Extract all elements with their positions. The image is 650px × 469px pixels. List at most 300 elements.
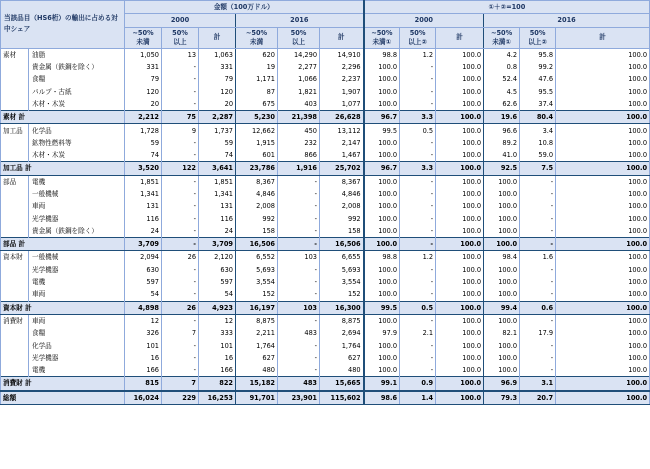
value-cell: 100.0 [556,238,650,251]
value-cell: 100.0 [484,225,520,238]
table-row [1,327,650,339]
value-cell: 75 [162,111,199,124]
value-cell: 100.0 [364,339,400,351]
value-cell: 100.0 [556,391,650,405]
value-cell: 1,764 [236,339,278,351]
value-cell: 100.0 [364,200,400,212]
value-cell: - [162,238,199,251]
value-cell: 100.0 [484,212,520,224]
value-cell: 630 [199,264,236,276]
category-label [1,212,29,224]
value-cell: 1,764 [320,339,364,351]
value-cell: 100.0 [484,314,520,327]
value-cell: 100.0 [556,111,650,124]
value-cell: 100.0 [484,188,520,200]
table-row [1,314,650,327]
value-cell: - [400,200,436,212]
table-row [1,276,650,288]
value-cell: 1,050 [125,48,162,61]
value-cell: 7.5 [520,162,556,175]
subtotal-row [1,162,650,175]
value-cell: 100.0 [436,352,484,364]
value-cell: 3.4 [520,124,556,137]
value-cell: 100.0 [364,149,400,162]
category-label [1,264,29,276]
value-cell: - [520,188,556,200]
value-cell: - [400,314,436,327]
table-row [1,137,650,149]
value-cell: 16,253 [199,391,236,405]
category-label [1,73,29,85]
value-cell: 1,341 [199,188,236,200]
value-cell: 0.8 [484,61,520,73]
category-label [1,85,29,97]
value-cell: 37.4 [520,98,556,111]
value-cell: 115,602 [320,391,364,405]
value-cell: 0.5 [400,124,436,137]
grand-total-label: 総額 [1,391,125,405]
column-header-4: 50% 以上 [278,27,320,48]
table-row [1,212,650,224]
table-row [1,225,650,238]
value-cell: 4.2 [484,48,520,61]
table-row [1,149,650,162]
value-cell: - [162,149,199,162]
item-label: 車両 [29,200,125,212]
value-cell: - [520,339,556,351]
value-cell: 96.9 [484,377,520,391]
value-cell: 12 [199,314,236,327]
item-label: 貴金属（鉄鋼を除く） [29,61,125,73]
value-cell: 866 [278,149,320,162]
value-cell: 100.0 [436,162,484,175]
value-cell: - [162,73,199,85]
value-cell: - [400,225,436,238]
value-cell: 100.0 [364,175,400,188]
value-cell: - [162,264,199,276]
value-cell: - [400,212,436,224]
column-header-10: 50% 以上② [520,27,556,48]
value-cell: 1,821 [278,85,320,97]
value-cell: 1,341 [125,188,162,200]
value-cell: 992 [236,212,278,224]
value-cell: 100.0 [484,238,520,251]
subtotal-row [1,301,650,314]
value-cell: - [162,364,199,377]
value-cell: - [278,225,320,238]
value-cell: 100.0 [484,200,520,212]
value-cell: 100.0 [436,111,484,124]
value-cell: 100.0 [364,225,400,238]
value-cell: 100.0 [436,98,484,111]
value-cell: - [400,276,436,288]
category-label: 消費財 [1,314,29,327]
value-cell: 59.0 [520,149,556,162]
item-label: 食糧 [29,327,125,339]
value-cell: 0.5 [400,301,436,314]
value-cell: 100.0 [484,339,520,351]
value-cell: 100.0 [556,327,650,339]
value-cell: 26 [162,251,199,264]
value-cell: - [400,137,436,149]
value-cell: 100.0 [556,301,650,314]
value-cell: 26 [162,301,199,314]
value-cell: 2,277 [278,61,320,73]
value-cell: 229 [162,391,199,405]
subtotal-row [1,111,650,124]
subtotal-row [1,238,650,251]
value-cell: 21,398 [278,111,320,124]
subtotal-row [1,377,650,391]
category-label [1,137,29,149]
value-cell: 2,287 [199,111,236,124]
value-cell: 620 [236,48,278,61]
value-cell: 166 [125,364,162,377]
subtotal-label: 資本財 計 [1,301,125,314]
value-cell: - [162,276,199,288]
value-cell: - [162,61,199,73]
value-cell: 19 [236,61,278,73]
table-body [1,48,650,404]
value-cell: - [162,85,199,97]
category-label: 加工品 [1,124,29,137]
value-cell: - [278,339,320,351]
value-cell: - [400,61,436,73]
value-cell: 100.0 [556,85,650,97]
value-cell: 166 [199,364,236,377]
value-cell: 3,709 [199,238,236,251]
value-cell: 47.6 [520,73,556,85]
value-cell: 3,554 [236,276,278,288]
value-cell: 601 [236,149,278,162]
value-cell: 822 [199,377,236,391]
header-year-ratio-b: 2016 [484,14,650,27]
value-cell: 2,008 [320,200,364,212]
value-cell: 100.0 [556,61,650,73]
value-cell: 480 [236,364,278,377]
value-cell: 96.7 [364,111,400,124]
item-label: 一般機械 [29,188,125,200]
value-cell: - [400,339,436,351]
value-cell: 483 [278,327,320,339]
category-label [1,352,29,364]
value-cell: 1.4 [400,391,436,405]
category-label [1,98,29,111]
value-cell: 16,197 [236,301,278,314]
value-cell: - [520,175,556,188]
item-label: 木材・木炭 [29,98,125,111]
value-cell: 100.0 [364,85,400,97]
value-cell: 13 [162,48,199,61]
column-header-7: 50% 以上② [400,27,436,48]
value-cell: - [400,98,436,111]
value-cell: 131 [199,200,236,212]
grand-total-row [1,391,650,405]
subtotal-label: 消費財 計 [1,377,125,391]
value-cell: 120 [125,85,162,97]
value-cell: 100.0 [436,175,484,188]
value-cell: 100.0 [436,61,484,73]
value-cell: - [162,212,199,224]
value-cell: - [520,288,556,301]
value-cell: 1,467 [320,149,364,162]
value-cell: 16 [199,352,236,364]
value-cell: 100.0 [364,352,400,364]
value-cell: 16,506 [320,238,364,251]
value-cell: 3,520 [125,162,162,175]
value-cell: 54 [199,288,236,301]
value-cell: - [520,276,556,288]
value-cell: 597 [199,276,236,288]
value-cell: 100.0 [556,225,650,238]
value-cell: 26,628 [320,111,364,124]
value-cell: 82.1 [484,327,520,339]
value-cell: 100.0 [436,314,484,327]
value-cell: 8,367 [236,175,278,188]
value-cell: 100.0 [436,251,484,264]
value-cell: 100.0 [556,137,650,149]
value-cell: 5,693 [320,264,364,276]
value-cell: - [278,288,320,301]
value-cell: - [162,314,199,327]
value-cell: 4,846 [236,188,278,200]
value-cell: - [400,352,436,364]
item-label: 一般機械 [29,251,125,264]
value-cell: 99.5 [364,124,400,137]
value-cell: - [520,264,556,276]
value-cell: 100.0 [364,73,400,85]
value-cell: 20 [125,98,162,111]
value-cell: 100.0 [556,162,650,175]
value-cell: 99.1 [364,377,400,391]
value-cell: - [278,276,320,288]
column-header-5: 計 [320,27,364,48]
value-cell: 9 [162,124,199,137]
table-row [1,288,650,301]
value-cell: 100.0 [436,264,484,276]
value-cell: 100.0 [556,200,650,212]
value-cell: 0.6 [520,301,556,314]
value-cell: 232 [278,137,320,149]
value-cell: - [162,225,199,238]
value-cell: 100.0 [556,149,650,162]
value-cell: 152 [236,288,278,301]
value-cell: 100.0 [556,188,650,200]
category-label [1,188,29,200]
value-cell: 100.0 [364,188,400,200]
value-cell: 100.0 [556,264,650,276]
value-cell: 483 [278,377,320,391]
value-cell: 24 [125,225,162,238]
value-cell: 1,066 [278,73,320,85]
category-label [1,339,29,351]
value-cell: 158 [320,225,364,238]
value-cell: 100.0 [484,364,520,377]
value-cell: 100.0 [556,339,650,351]
category-label: 部品 [1,175,29,188]
value-cell: 100.0 [436,276,484,288]
column-header-2: 計 [199,27,236,48]
value-cell: - [520,200,556,212]
value-cell: 97.9 [364,327,400,339]
item-label: 電機 [29,276,125,288]
table-row [1,124,650,137]
value-cell: - [400,264,436,276]
value-cell: 15,665 [320,377,364,391]
item-label: 光学機器 [29,352,125,364]
column-header-0: ~50% 未満 [125,27,162,48]
value-cell: 100.0 [436,327,484,339]
value-cell: 8,875 [236,314,278,327]
value-cell: 100.0 [364,98,400,111]
table-row [1,352,650,364]
value-cell: 89.2 [484,137,520,149]
category-label: 資本財 [1,251,29,264]
value-cell: 4.5 [484,85,520,97]
value-cell: - [520,352,556,364]
value-cell: 100.0 [556,175,650,188]
value-cell: 25,702 [320,162,364,175]
value-cell: 1,728 [125,124,162,137]
table-row [1,175,650,188]
value-cell: 100.0 [436,200,484,212]
value-cell: 100.0 [436,212,484,224]
value-cell: 100.0 [556,251,650,264]
value-cell: 331 [199,61,236,73]
subtotal-label: 素材 計 [1,111,125,124]
value-cell: 2,120 [199,251,236,264]
value-cell: 6,655 [320,251,364,264]
value-cell: 20 [199,98,236,111]
item-label: 木材・木炭 [29,149,125,162]
value-cell: 87 [236,85,278,97]
value-cell: 815 [125,377,162,391]
value-cell: 5,693 [236,264,278,276]
category-label [1,276,29,288]
value-cell: - [162,137,199,149]
value-cell: 2,212 [125,111,162,124]
value-cell: 333 [199,327,236,339]
item-label: 鉱物性燃料等 [29,137,125,149]
value-cell: 1,915 [236,137,278,149]
value-cell: 122 [162,162,199,175]
value-cell: - [520,212,556,224]
value-cell: 100.0 [556,276,650,288]
value-cell: 16,024 [125,391,162,405]
value-cell: 13,112 [320,124,364,137]
value-cell: 100.0 [364,364,400,377]
value-cell: 1,171 [236,73,278,85]
table-header [1,1,650,49]
value-cell: 80.4 [520,111,556,124]
table-row [1,200,650,212]
value-cell: 100.0 [556,98,650,111]
value-cell: - [520,314,556,327]
value-cell: 14,910 [320,48,364,61]
value-cell: 1,916 [278,162,320,175]
table-row [1,85,650,97]
value-cell: 12 [125,314,162,327]
value-cell: 7 [162,327,199,339]
item-label: 車両 [29,288,125,301]
value-cell: - [520,364,556,377]
item-label: 光学機器 [29,264,125,276]
value-cell: 98.6 [364,391,400,405]
value-cell: 79 [125,73,162,85]
value-cell: 2.1 [400,327,436,339]
value-cell: 2,211 [236,327,278,339]
value-cell: 1,737 [199,124,236,137]
value-cell: 96.6 [484,124,520,137]
value-cell: 23,786 [236,162,278,175]
item-label: 化学品 [29,339,125,351]
column-header-3: ~50% 未満 [236,27,278,48]
value-cell: 2,008 [236,200,278,212]
value-cell: 100.0 [556,48,650,61]
value-cell: - [278,212,320,224]
value-cell: - [400,175,436,188]
value-cell: 100.0 [436,188,484,200]
value-cell: 100.0 [556,352,650,364]
value-cell: 3.3 [400,111,436,124]
value-cell: - [400,85,436,97]
item-label: 貴金属（鉄鋼を除く） [29,225,125,238]
value-cell: 16,300 [320,301,364,314]
value-cell: 8,875 [320,314,364,327]
value-cell: 0.9 [400,377,436,391]
table-row [1,61,650,73]
value-cell: 627 [236,352,278,364]
value-cell: 98.4 [484,251,520,264]
value-cell: 5,230 [236,111,278,124]
value-cell: 403 [278,98,320,111]
value-cell: 1,063 [199,48,236,61]
value-cell: 100.0 [364,288,400,301]
value-cell: - [520,225,556,238]
value-cell: 14,290 [278,48,320,61]
value-cell: - [162,188,199,200]
value-cell: 450 [278,124,320,137]
value-cell: 158 [236,225,278,238]
value-cell: 100.0 [484,175,520,188]
value-cell: - [400,238,436,251]
value-cell: 992 [320,212,364,224]
table-row [1,339,650,351]
column-header-6: ~50% 未満① [364,27,400,48]
value-cell: 98.8 [364,251,400,264]
value-cell: - [400,364,436,377]
value-cell: 23,901 [278,391,320,405]
value-cell: 100.0 [556,288,650,301]
value-cell: 331 [125,61,162,73]
value-cell: 100.0 [436,238,484,251]
value-cell: 1.6 [520,251,556,264]
value-cell: 99.2 [520,61,556,73]
category-label [1,327,29,339]
column-header-11: 計 [556,27,650,48]
value-cell: - [278,352,320,364]
value-cell: 480 [320,364,364,377]
value-cell: 91,701 [236,391,278,405]
value-cell: 17.9 [520,327,556,339]
value-cell: 100.0 [556,124,650,137]
value-cell: - [278,188,320,200]
value-cell: 597 [125,276,162,288]
value-cell: 630 [125,264,162,276]
column-header-1: 50% 以上 [162,27,199,48]
value-cell: 100.0 [484,276,520,288]
value-cell: 41.0 [484,149,520,162]
